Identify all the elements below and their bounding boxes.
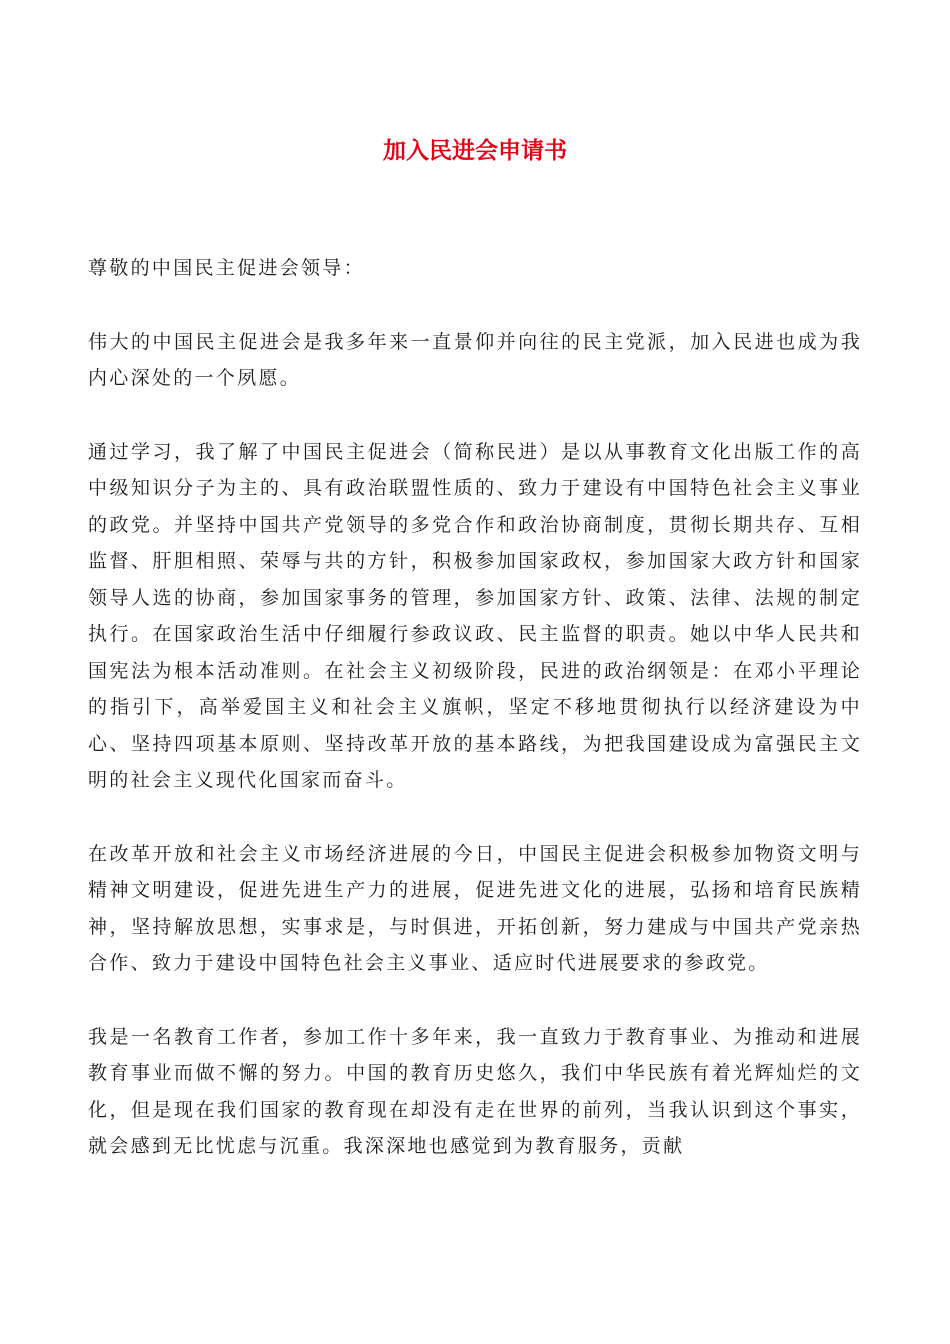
paragraph-1: 伟大的中国民主促进会是我多年来一直景仰并向往的民主党派，加入民进也成为我内心深处的一个夙愿。 (88, 330, 862, 389)
paragraph-3: 在改革开放和社会主义市场经济进展的今日，中国民主促进会积极参加物资文明与精神文明建设，促进先进生产力的进展，促进先进文化的进展，弘扬和培育民族精神，坚持解放思想，实事求是，与时俱进，开拓创新，努力建成与中国共产党亲热合作、致力于建设中国特色社会主义事业、适应时代进展要求的参政党。 (88, 842, 862, 974)
paragraph-4: 我是一名教育工作者，参加工作十多年来，我一直致力于教育事业、为推动和进展教育事业而做不懈的努力。中国的教育历史悠久，我们中华民族有着光辉灿烂的文化，但是现在我们国家的教育现在却没有走在世界的前列，当我认识到这个事实，就会感到无比忧虑与沉重。我深深地也感觉到为教育服务，贡献 (88, 1025, 862, 1157)
salutation: 尊敬的中国民主促进会领导： (88, 257, 365, 279)
paragraph-2: 通过学习，我了解了中国民主促进会（简称民进）是以从事教育文化出版工作的高中级知识分子为主的、具有政治联盟性质的、致力于建设有中国特色社会主义事业的政党。并坚持中国共产党领导的多党合作和政治协商制度，贯彻长期共存、互相监督、肝胆相照、荣辱与共的方针，积极参加国家政权，参加国家大政方针和国家领导人选的协商，参加国家事务的管理，参加国家方针、政策、法律、法规的制定执行。在国家政治生活中仔细履行参政议政、民主监督的职责。她以中华人民共和国宪法为根本活动准则。在社会主义初级阶段，民进的政治纲领是：在邓小平理论的指引下，高举爱国主义和社会主义旗帜，坚定不移地贯彻执行以经济建设为中心、坚持四项基本原则、坚持改革开放的基本路线，为把我国建设成为富强民主文明的社会主义现代化国家而奋斗。 (88, 440, 862, 791)
document-body (88, 250, 862, 1202)
document-title: 加入民进会申请书 (383, 138, 567, 164)
